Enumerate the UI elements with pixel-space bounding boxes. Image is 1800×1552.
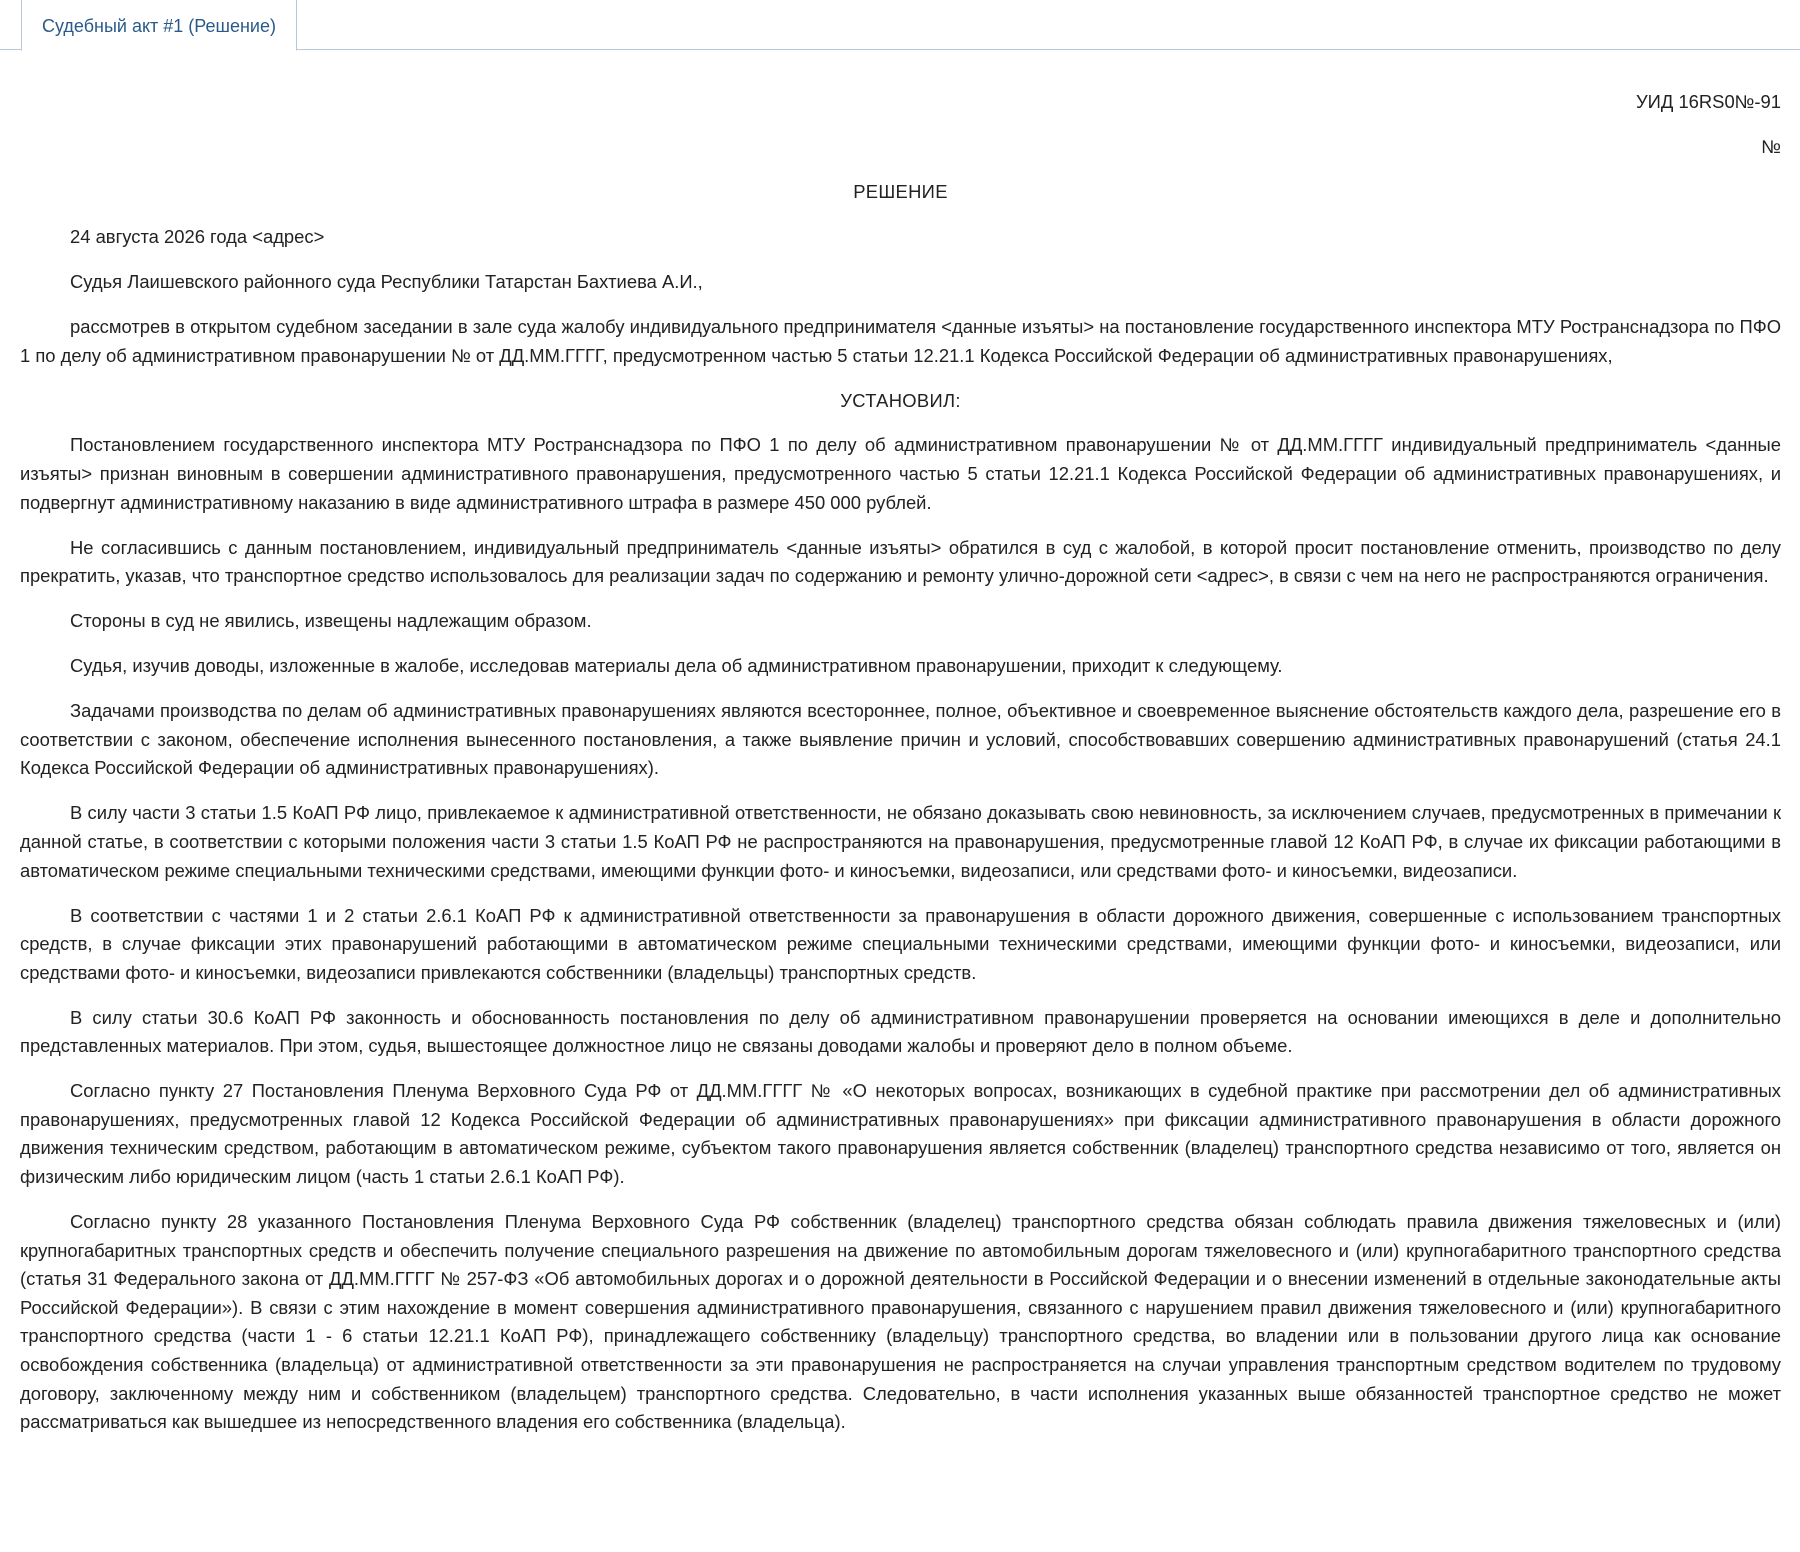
paragraph: Стороны в суд не явились, извещены надлежащим образом. xyxy=(70,610,592,632)
paragraph: Согласно пункту 27 Постановления Пленума Верховного Суда РФ от ДД.ММ.ГГГГ № «О некоторых вопросах, возникающих в судебной практике при рассмотрении дел об административных правонарушениях, предусмотренных главой 12 Кодекса Российской Федерации об административных правонарушениях» при фиксации административного правонарушения в области дорожного движения техническим средством, работающим в автоматическом режиме, субъектом такого правонарушения является собственник (владелец) транспортного средства независимо от того, является он физическим либо юридическим лицом (часть 1 статьи 2.6.1 КоАП РФ). xyxy=(20,1080,1781,1188)
date-place: 24 августа 2026 года <адрес> xyxy=(70,225,325,247)
established-heading: УСТАНОВИЛ: xyxy=(840,389,961,411)
intro-paragraph: рассмотрев в открытом судебном заседании в зале суда жалобу индивидуального предпринимателя <данные изъяты> на постановление государственного инспектора МТУ Ространснадзора по ПФО 1 по делу об административном правонарушении № от ДД.ММ.ГГГГ, предусмотренном частью 5 статьи 12.21.1 Кодекса Российской Федерации об административных правонарушениях, xyxy=(20,315,1781,366)
paragraph: В силу статьи 30.6 КоАП РФ законность и обоснованность постановления по делу об административном правонарушении проверяется на основании имеющихся в деле и дополнительно представленных материалов. При этом, судья, вышестоящее должностное лицо не связаны доводами жалобы и проверяют дело в полном объеме. xyxy=(20,1006,1781,1057)
paragraph: Судья, изучив доводы, изложенные в жалобе, исследовав материалы дела об административном правонарушении, приходит к следующему. xyxy=(70,655,1283,677)
tab-court-act-1[interactable]: Судебный акт #1 (Решение) xyxy=(21,0,297,51)
document-body xyxy=(20,50,1781,1453)
judge-line: Судья Лаишевского районного суда Республики Татарстан Бахтиева А.И., xyxy=(70,270,703,292)
document-number: № xyxy=(1761,135,1781,157)
paragraph: Постановлением государственного инспектора МТУ Ространснадзора по ПФО 1 по делу об административном правонарушении № от ДД.ММ.ГГГГ индивидуальный предприниматель <данные изъяты> признан виновным в совершении административного правонарушения, предусмотренного частью 5 статьи 12.21.1 Кодекса Российской Федерации об административных правонарушениях, и подвергнут административному наказанию в виде административного штрафа в размере 450 000 рублей. xyxy=(20,434,1781,513)
tab-bar xyxy=(0,0,1800,50)
paragraph: Не согласившись с данным постановлением, индивидуальный предприниматель <данные изъяты> обратился в суд с жалобой, в которой просит постановление отменить, производство по делу прекратить, указав, что транспортное средство использовалось для реализации задач по содержанию и ремонту улично-дорожной сети <адрес>, в связи с чем на него не распространяются ограничения. xyxy=(20,536,1781,587)
paragraph: Согласно пункту 28 указанного Постановления Пленума Верховного Суда РФ собственник (владелец) транспортного средства обязан соблюдать правила движения тяжеловесных и (или) крупногабаритных транспортных средств и обеспечить получение специального разрешения на движение по автомобильным дорогам тяжеловесного и (или) крупногабаритного транспортного средства (статья 31 Федерального закона от ДД.ММ.ГГГГ № 257-ФЗ «Об автомобильных дорогах и о дорожной деятельности в Российской Федерации и о внесении изменений в отдельные законодательные акты Российской Федерации»). В связи с этим нахождение в момент совершения административного правонарушения, связанного с нарушением правил движения тяжеловесного и (или) крупногабаритного транспортного средства (части 1 - 6 статьи 12.21.1 КоАП РФ), принадлежащего собственнику (владельцу) транспортного средства, во владении или в пользовании другого лица как основание освобождения собственника (владельца) от административной ответственности за эти правонарушения не распространяется на случаи управления транспортным средством водителем по трудовому договору, заключенному между ним и собственником (владельцем) транспортного средства. Следовательно, в части исполнения указанных выше обязанностей транспортное средство не может рассматриваться как вышедшее из непосредственного владения его собственника (владельца). xyxy=(20,1211,1781,1433)
paragraph: В силу части 3 статьи 1.5 КоАП РФ лицо, привлекаемое к административной ответственности, не обязано доказывать свою невиновность, за исключением случаев, предусмотренных в примечании к данной статье, в соответствии с которыми положения части 3 статьи 1.5 КоАП РФ не распространяются на правонарушения, предусмотренные главой 12 КоАП РФ, в случае их фиксации работающими в автоматическом режиме специальными техническими средствами, имеющими функции фото- и киносъемки, видеозаписи, или средствами фото- и киносъемки, видеозаписи. xyxy=(20,802,1781,881)
paragraph: В соответствии с частями 1 и 2 статьи 2.6.1 КоАП РФ к административной ответственности за правонарушения в области дорожного движения, совершенные с использованием транспортных средств, в случае фиксации этих правонарушений работающими в автоматическом режиме специальными техническими средствами, имеющими функции фото- и киносъемки, видеозаписи, или средствами фото- и киносъемки, видеозаписи привлекаются собственники (владельцы) транспортных средств. xyxy=(20,904,1781,983)
document-title: РЕШЕНИЕ xyxy=(853,180,948,202)
document-uid: УИД 16RS0№-91 xyxy=(1635,91,1781,112)
paragraph: Задачами производства по делам об административных правонарушениях являются всестороннее, полное, объективное и своевременное выяснение обстоятельств каждого дела, разрешение его в соответствии с законом, обеспечение исполнения вынесенного постановления, а также выявление причин и условий, способствовавших совершению административных правонарушений (статья 24.1 Кодекса Российской Федерации об административных правонарушениях). xyxy=(20,700,1781,779)
